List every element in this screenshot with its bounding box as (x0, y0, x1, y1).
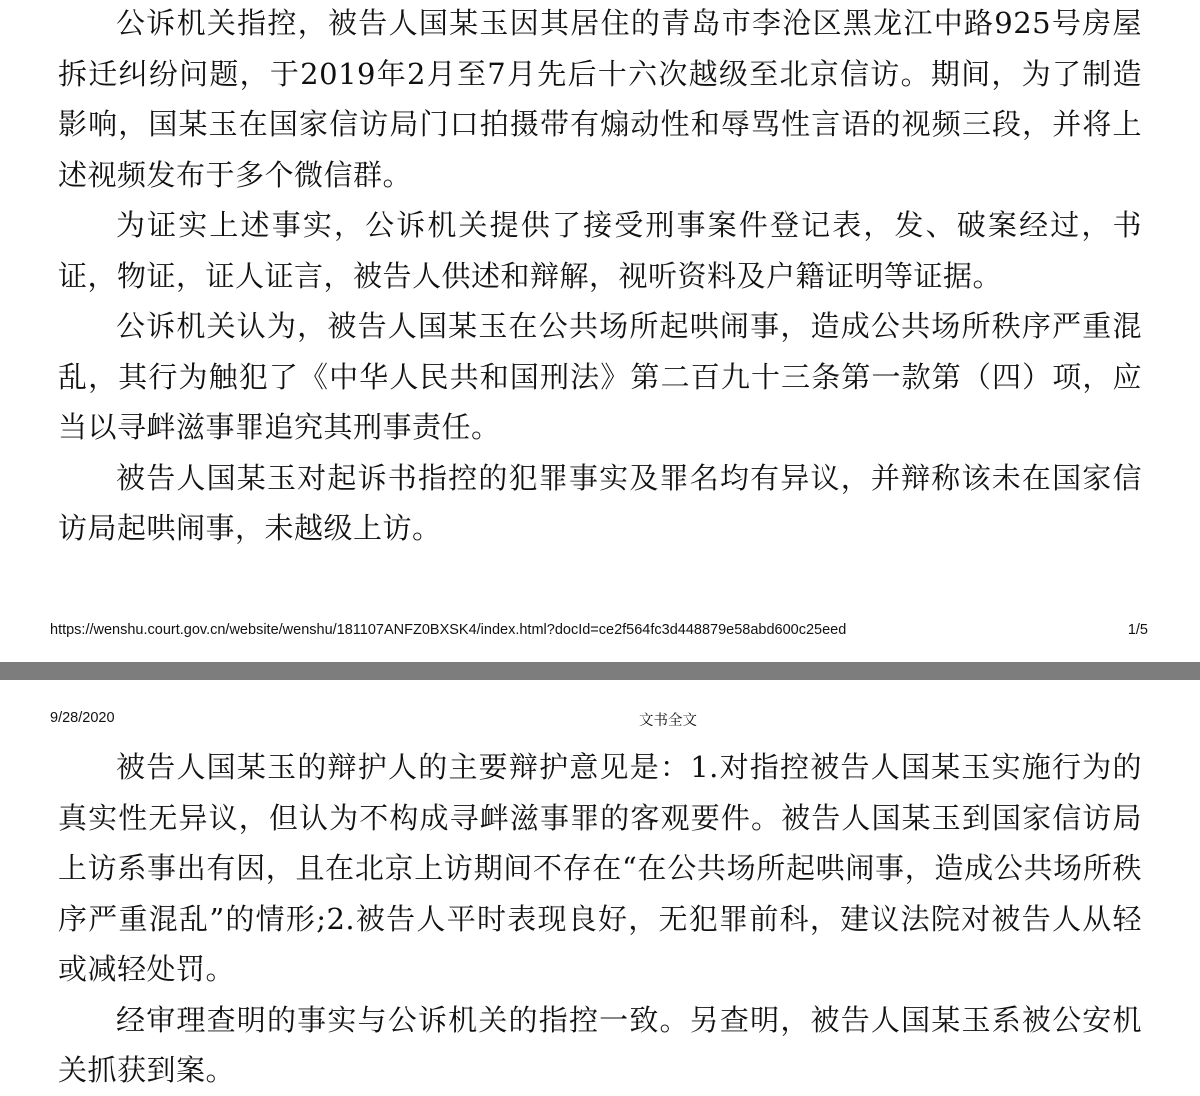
header-title: 文书全文 (639, 713, 697, 729)
page-number: 1/5 (1127, 622, 1148, 638)
page-2-body (58, 742, 1142, 1096)
paragraph-defendant-objection: 被告人国某玉对起诉书指控的犯罪事实及罪名均有异议，并辩称该未在国家信访局起哄闹事，未越级上访。 (58, 460, 1142, 545)
paragraph-evidence: 为证实上述事实，公诉机关提供了接受刑事案件登记表，发、破案经过，书证，物证，证人证言，被告人供述和辩解，视听资料及户籍证明等证据。 (58, 208, 1142, 293)
paragraph-prosecution-opinion: 公诉机关认为，被告人国某玉在公共场所起哄闹事，造成公共场所秩序严重混乱，其行为触犯了《中华人民共和国刑法》第二百九十三条第一款第（四）项，应当以寻衅滋事罪追究其刑事责任。 (58, 309, 1142, 444)
document-page-2 (0, 680, 1200, 1090)
paragraph-court-findings: 经审理查明的事实与公诉机关的指控一致。另查明，被告人国某玉系被公安机关抓获到案。 (58, 1002, 1142, 1087)
paragraph-defense-opinion: 被告人国某玉的辩护人的主要辩护意见是：1.对指控被告人国某玉实施行为的真实性无异议，但认为不构成寻衅滋事罪的客观要件。被告人国某玉到国家信访局上访系事出有因，且在北京上访期间不存在“在公共场所起哄闹事，造成公共场所秩序严重混乱”的情形;2.被告人平时表现良好，无犯罪前科，建议法院对被告人从轻或减轻处罚。 (58, 750, 1142, 986)
header-date: 9/28/2020 (50, 710, 115, 726)
footer-url: https://wenshu.court.gov.cn/website/wenshu/181107ANFZ0BXSK4/index.html?docId=ce2f564fc3d448879e58abd600c25eed (50, 622, 847, 638)
page-separator (0, 662, 1200, 680)
page-1-body (58, 0, 1142, 554)
paragraph-prosecution-charge: 公诉机关指控，被告人国某玉因其居住的青岛市李沧区黑龙江中路925号房屋拆迁纠纷问题，于2019年2月至7月先后十六次越级至北京信访。期间，为了制造影响，国某玉在国家信访局门口拍摄带有煽动性和辱骂性言语的视频三段，并将上述视频发布于多个微信群。 (58, 6, 1142, 192)
